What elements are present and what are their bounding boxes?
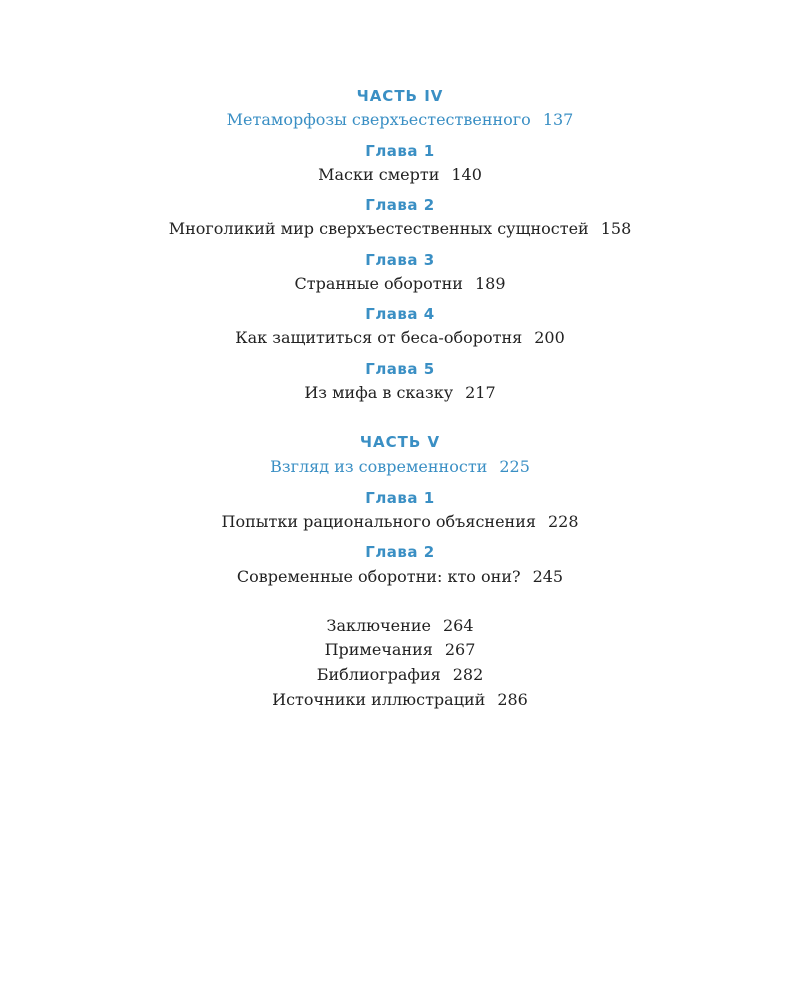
- part-iv-title-line[interactable]: [0, 109, 800, 131]
- part-iv-chapter-4-label: Глава 4: [365, 305, 435, 323]
- part-iv-chapter-5-entry[interactable]: [0, 382, 800, 404]
- part-iv-chapter-2-label: Глава 2: [365, 196, 435, 214]
- back-matter-notes-page: 267: [444, 640, 476, 659]
- part-iv-chapter-4-title: Как защититься от беса-оборотня: [235, 328, 523, 347]
- back-matter-bibliography-entry[interactable]: [0, 664, 800, 686]
- part-iv-chapter-3-label: Глава 3: [365, 251, 435, 269]
- part-iv-page: 137: [542, 110, 574, 129]
- back-matter-notes-title: Примечания: [324, 640, 433, 659]
- part-v-chapter-2-page: 245: [532, 567, 564, 586]
- part-iv-chapter-5-title: Из мифа в сказку: [304, 383, 454, 402]
- part-iv-chapter-1-title: Маски смерти: [318, 165, 440, 184]
- part-iv-chapter-4-page: 200: [534, 328, 565, 347]
- part-iv-chapter-3-title: Странные оборотни: [294, 274, 463, 293]
- back-matter-bibliography-page: 282: [452, 665, 484, 684]
- part-iv-chapter-5-page: 217: [465, 383, 496, 402]
- back-matter-illustration-sources-page: 286: [497, 690, 528, 709]
- part-v-label: ЧАСТЬ V: [359, 433, 441, 451]
- part-v-chapter-2-title: Современные оборотни: кто они?: [236, 567, 521, 586]
- part-v-page: 225: [499, 457, 530, 476]
- part-v-chapter-1-label: Глава 1: [365, 489, 435, 507]
- part-iv-chapter-4-entry[interactable]: [0, 327, 800, 349]
- back-matter-conclusion-title: Заключение: [326, 616, 431, 635]
- part-iv-chapter-3-entry[interactable]: [0, 273, 800, 295]
- part-iv-chapter-5-label: Глава 5: [365, 360, 435, 378]
- back-matter-bibliography-title: Библиография: [316, 665, 441, 684]
- part-iv-chapter-1-label: Глава 1: [365, 142, 435, 160]
- part-iv-chapter-2-entry[interactable]: [0, 218, 800, 240]
- part-v-chapter-1-page: 228: [547, 512, 579, 531]
- back-matter-notes-entry[interactable]: [0, 639, 800, 661]
- part-iv-title: Метаморфозы сверхъестественного: [226, 110, 531, 129]
- back-matter-conclusion-page: 264: [442, 616, 474, 635]
- back-matter-conclusion-entry[interactable]: [0, 615, 800, 637]
- part-v-chapter-1-title: Попытки рационального объяснения: [221, 512, 536, 531]
- part-v-chapter-2-entry[interactable]: [0, 566, 800, 588]
- part-iv-chapter-1-page: 140: [451, 165, 482, 184]
- part-v-chapter-2-label: Глава 2: [365, 543, 435, 561]
- part-iv-chapter-1-entry[interactable]: [0, 164, 800, 186]
- part-iv-chapter-2-title: Многоликий мир сверхъестественных сущностей: [168, 219, 589, 238]
- part-iv-chapter-2-page: 158: [600, 219, 632, 238]
- part-v-title: Взгляд из современности: [270, 457, 488, 476]
- back-matter-illustration-sources-entry[interactable]: [0, 689, 800, 711]
- back-matter-illustration-sources-title: Источники иллюстраций: [272, 690, 486, 709]
- part-v-chapter-1-entry[interactable]: [0, 511, 800, 533]
- part-v-title-line[interactable]: [0, 456, 800, 478]
- part-iv-label: ЧАСТЬ IV: [356, 87, 444, 105]
- part-iv-chapter-3-page: 189: [474, 274, 506, 293]
